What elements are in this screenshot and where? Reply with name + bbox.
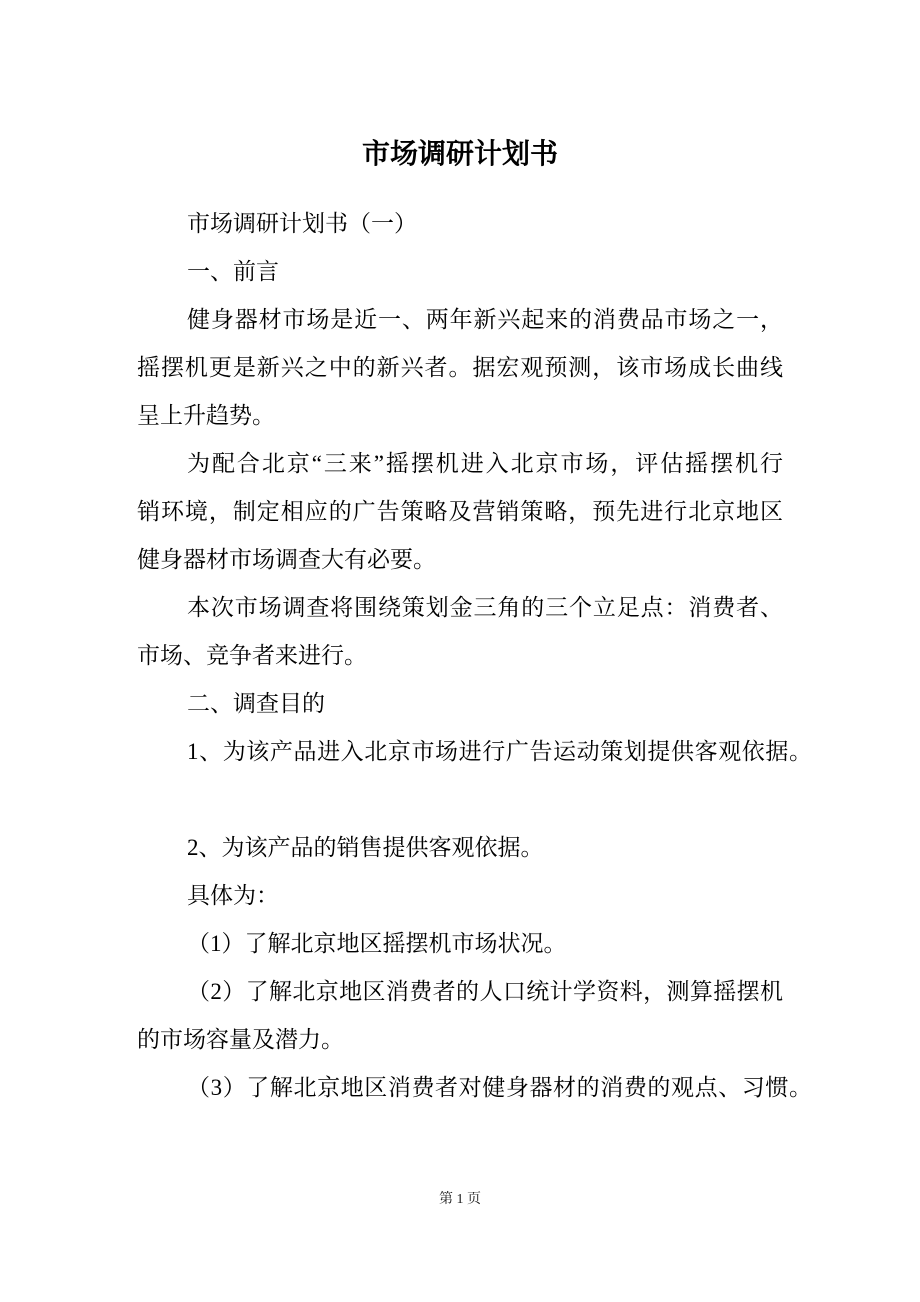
text-line: 销环境，制定相应的广告策略及营销策略，预先进行北京地区 <box>137 499 783 524</box>
page-footer <box>0 1190 920 1210</box>
text-line: （2）了解北京地区消费者的人口统计学资料，测算摇摆机 <box>187 979 783 1004</box>
paragraph <box>137 440 783 584</box>
paragraph <box>137 968 783 1064</box>
blank-line <box>137 776 783 824</box>
paragraph <box>137 872 783 920</box>
text-line: 呈上升趋势。 <box>137 403 275 428</box>
text-line: 健身器材市场是近一、两年新兴起来的消费品市场之一， <box>187 307 783 332</box>
paragraph <box>137 200 783 248</box>
paragraph <box>137 728 812 776</box>
text-line: 二、调查目的 <box>187 691 325 716</box>
paragraph <box>137 680 783 728</box>
text-line: 摇摆机更是新兴之中的新兴者。据宏观预测，该市场成长曲线 <box>137 355 783 380</box>
text-line: 一、前言 <box>187 259 279 284</box>
paragraph <box>137 776 783 824</box>
paragraph <box>137 1064 812 1112</box>
text-line: 本次市场调查将围绕策划金三角的三个立足点：消费者、 <box>187 595 783 620</box>
document-title: 市场调研计划书 <box>361 138 558 169</box>
paragraph <box>137 248 783 296</box>
document-body <box>137 200 812 1112</box>
page-number-label: 第 1 页 <box>439 1192 481 1207</box>
text-line: （3）了解北京地区消费者对健身器材的消费的观点、习惯。 <box>187 1075 812 1100</box>
text-line: 市场调研计划书（一） <box>187 211 417 236</box>
text-line: （1）了解北京地区摇摆机市场状况。 <box>187 931 567 956</box>
paragraph <box>137 920 783 968</box>
paragraph <box>137 584 783 680</box>
text-line: 的市场容量及潜力。 <box>137 1027 344 1052</box>
text-line: 为配合北京“三来”摇摆机进入北京市场，评估摇摆机行 <box>187 451 783 476</box>
text-line: 具体为： <box>187 883 279 908</box>
text-line: 1、为该产品进入北京市场进行广告运动策划提供客观依据。 <box>187 739 812 764</box>
paragraph <box>137 296 783 440</box>
paragraph <box>137 824 783 872</box>
text-line: 市场、竞争者来进行。 <box>137 643 367 668</box>
text-line: 2、为该产品的销售提供客观依据。 <box>187 835 544 860</box>
text-line: 健身器材市场调查大有必要。 <box>137 547 436 572</box>
